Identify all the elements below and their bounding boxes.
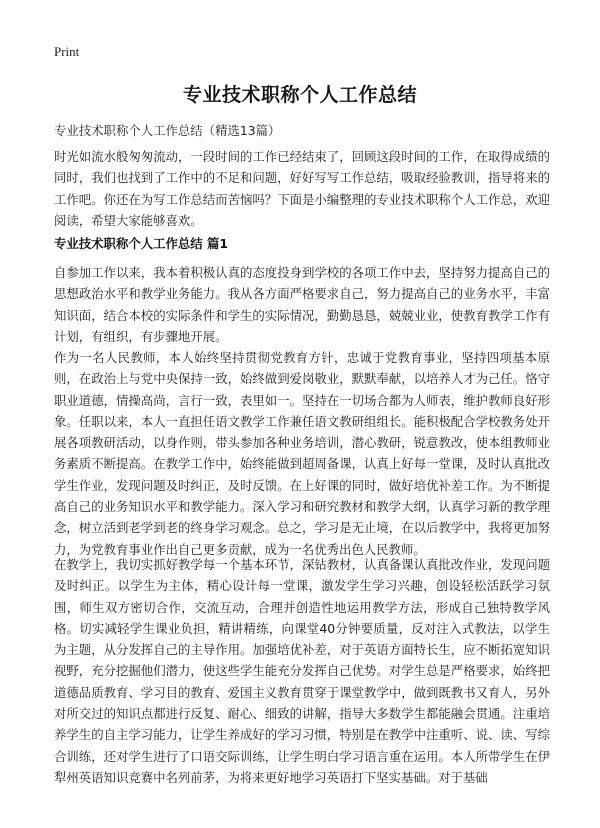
document-title: 专业技术职称个人工作总结 bbox=[182, 84, 417, 106]
intro-paragraph: 时光如流水般匆匆流动，一段时间的工作已经结束了，回顾这段时间的工作，在取得成绩的同时，我们也找到了工作中的不足和问题，好好写写工作总结，吸取经验教训，指导将来的工作吧。你还在为写工作总结而苦恼吗？下面是小编整理的专业技术职称个人工作总，欢迎阅读，希望大家能够喜欢。 bbox=[54, 149, 550, 228]
section-heading: 专业技术职称个人工作总结 篇1 bbox=[54, 236, 229, 251]
print-link[interactable]: Print bbox=[54, 44, 80, 59]
body-paragraph-1: 自参加工作以来，我本着积极认真的态度投身到学校的各项工作中去，坚持努力提高自己的思想政治水平和教学业务能力。我从各方面严格要求自己，努力提高自己的业务水平，丰富知识面，结合本校的实际条件和学生的实际情况，勤勤恳恳，兢兢业业，使教育教学工作有计划，有组织，有步骤地开展。 bbox=[54, 265, 550, 344]
document-subtitle: 专业技术职称个人工作总结（精选13篇） bbox=[54, 123, 281, 138]
body-paragraph-2: 作为一名人民教师，本人始终坚持贯彻党教育方针，忠诚于党教育事业，坚持四项基本原则，在政治上与党中央保持一致，始终做到爱岗敬业，默默奉献，以培养人才为己任。恪守职业道德，情操高尚，言行一致，表里如一。坚持在一切场合都为人师表，维护教师良好形象。任职以来，本人一直担任语文教学工作兼任语文教研组组长。能积极配合学校教务处开展各项教研活动，以身作则，带头参加各种业务培训，潜心教研，锐意教改，使本组教师业务素质不断提高。在教学工作中，始终能做到超周备课，认真上好每一堂课，及时认真批改学生作业，发现问题及时纠正，及时反馈。在上好课的同时，做好培优补差工作。为不断提高自己的业务知识水平和教学能力。深入学习和研究教材和教学大纲，认真学习新的教学理念，树立活到老学到老的终身学习观念。总之，学习是无止境，在以后教学中，我将更加努力，为党教育事业作出自己更多贡献，成为一名优秀出色人民教师。 bbox=[54, 350, 550, 557]
body-paragraph-3: 在教学上，我切实抓好教学每一个基本环节，深钻教材，认真备课认真批改作业，发现问题及时纠正。以学生为主体，精心设计每一堂课，激发学生学习兴趣，创设轻松活跃学习氛围，师生双方密切合作，交流互动，合理并创造性地运用教学方法，形成自己独特教学风格。切实减轻学生课业负担，精讲精练，向课堂40分钟要质量，反对注入式教法，以学生为主题，从分发挥自己的主导作用。加强培优补差，对于英语方面特长生，应不断拓宽知识视野，充分挖掘他们潜力，使这些学生能充分发挥自己优势。对学生总是严格要求，始终把道德品质教育、学习目的教育、爱国主义教育贯穿于课堂教学中，做到既教书又育人，另外对所交过的知识点都进行反复、耐心、细致的讲解，指导大多数学生都能融会贯通。注重培养学生的自主学习能力，让学生养成好的学习习惯，特别是在教学中注重听、说、读、写综合训练，还对学生进行了口语交际训练，让学生明白学习语言重在运用。本人所带学生在伊犁州英语知识竞赛中名列前茅，为将来更好地学习英语打下坚实基础。对于基础 bbox=[54, 557, 550, 785]
